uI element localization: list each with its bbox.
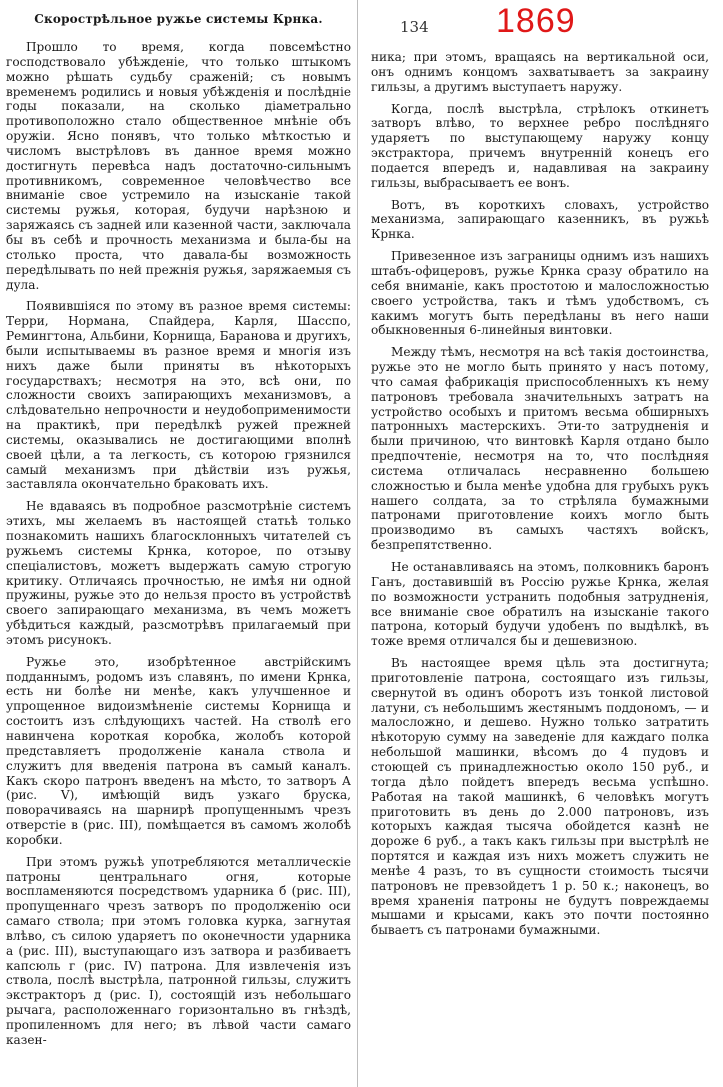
paragraph: Появившіяся по этому въ разное время системы: Терри, Нормана, Спайдера, Карля, Шасспо, Ремингтона, Альбини, Корнища, Баранова и другихъ, были испытываемы въ разное время и многія изъ нихъ даже были приняты въ нѣкоторыхъ государствахъ; несмотря на это, всѣ они, по сложности своихъ запирающихъ механизмовъ, а слѣдовательно непрочности и неудобоприменимости на практикѣ, при передѣлкѣ ружей прежней системы, оказывались не достигающими вполнѣ своей цѣли, а та легкость, съ которою грязнился самый механизмъ при дѣйствіи изъ ружья, заставляла окончательно браковать ихъ.: [6, 299, 351, 492]
paragraph: Когда, послѣ выстрѣла, стрѣлокъ откинетъ затворъ влѣво, то верхнее ребро послѣдняго ударяетъ по выступающему наружу концу экстрактора, причемъ внутренній конецъ его подается впередъ и, надавливая на закраину гильзы, выбрасываетъ ее вонъ.: [371, 101, 709, 190]
paragraph: Прошло то время, когда повсемѣстно господствовало убѣжденіе, что только штыкомъ можно рѣшать судьбу сраженій; съ новымъ временемъ родились и новыя убѣжденія и послѣдніе годы показали, на сколько діаметрально противоположно стало общественное мнѣніе объ оружіи. Ясно понявъ, что только мѣткостью и числомъ выстрѣловъ въ данное время можно достигнуть перевѣса надъ достаточно-сильнымъ противникомъ, современное человѣчество все вниманіе свое устремило на изысканіе такой системы ружья, которая, будучи нарѣзною и заряжаясь съ задней или казенной части, заключала бы въ себѣ и прочность механизма и была-бы на столько проста, что давала-бы возможность передѣлывать по ней прежнія ружья, заряжаемыя съ дула.: [6, 40, 351, 292]
paragraph: Не останавливаясь на этомъ, полковникъ баронъ Ганъ, доставившій въ Россію ружье Крнка, желая по возможности устранить подобныя затрудненія, все вниманіе свое обратилъ на изысканіе такого патрона, который будучи удобенъ по выдѣлкѣ, въ тоже время отличался бы и дешевизною.: [371, 560, 709, 649]
left-column: [0, 0, 358, 1087]
paragraph: Въ настоящее время цѣль эта достигнута; приготовленіе патрона, состоящаго изъ гильзы, свернутой въ одинъ оборотъ изъ тонкой листовой латуни, съ небольшимъ жестянымъ поддономъ, — и малосложно, и дешево. Нужно только затратить нѣкоторую сумму на заведеніе для каждаго полка небольшой машинки, вѣсомъ до 4 пудовъ и стоющей съ принадлежностью около 150 руб., и тогда дѣло пойдетъ впередъ весьма успѣшно. Работая на такой машинкѣ, 6 человѣкъ могутъ приготовить въ день до 2.000 патроновъ, изъ которыхъ каждая тысяча обойдется казнѣ не дороже 6 руб., а такъ какъ гильзы при выстрѣлѣ не портятся и каждая изъ нихъ можетъ служить не менѣе 4 разъ, то въ сущности стоимость тысячи патроновъ не превзойдетъ 1 р. 50 к.; наконецъ, во время храненія патроны не будутъ повреждаемы мышами и крысами, какъ это почти постоянно бываетъ съ патронами бумажными.: [371, 656, 709, 938]
paragraph: Вотъ, въ короткихъ словахъ, устройство механизма, запирающаго казенникъ, въ ружьѣ Крнка.: [371, 197, 709, 242]
paragraph: Привезенное изъ заграницы однимъ изъ нашихъ штабъ-офицеровъ, ружье Крнка сразу обратило на себя вниманіе, какъ простотою и малосложностью своего устройства, такъ и тѣмъ удобствомъ, съ какимъ могутъ быть передѣланы въ него наши обыкновенныя 6-линейныя винтовки.: [371, 249, 709, 338]
paragraph: Между тѣмъ, несмотря на всѣ такія достоинства, ружье это не могло быть принято у насъ потому, что самая фабрикація приспособленныхъ къ нему патроновъ требовала значительныхъ затратъ на устройство особыхъ и притомъ весьма обширныхъ патронныхъ мастерскихъ. Эти-то затрудненія и были причиною, что винтовкѣ Карля отдано было предпочтеніе, несмотря на то, что послѣдняя система отличалась несравненно большею сложностью и была менѣе удобна для грубыхъ рукъ нашего солдата, за то стрѣляла бумажными патронами приготовление коихъ могло быть производимо въ самыхъ частяхъ войскъ, безпрепятственно.: [371, 345, 709, 553]
year-stamp: 1869: [496, 2, 576, 40]
article-title: Скорострѣльное ружье системы Крнка.: [34, 12, 323, 26]
paragraph: ника; при этомъ, вращаясь на вертикальной оси, онъ однимъ концомъ захватываетъ за закраину гильзы, а другимъ выступаетъ наружу.: [371, 50, 709, 94]
page-number: 134: [400, 18, 429, 36]
paragraph: При этомъ ружьѣ употребляются металлическіе патроны центральнаго огня, которые воспламеняются посредствомъ ударника б (рис. III), пропущеннаго чрезъ затворъ по продолженію оси самаго ствола; при этомъ головка курка, загнутая влѣво, съ силою ударяетъ по оконечности ударника а (рис. III), выступающаго изъ затвора и разбиваетъ капсюль г (рис. IV) патрона. Для извлеченія изъ ствола, послѣ выстрѣла, патронной гильзы, служитъ экстракторъ д (рис. I), состоящій изъ небольшаго рычага, расположеннаго горизонтально въ гнѣздѣ, пропиленномъ для него; въ лѣвой части самаго казен-: [6, 854, 351, 1047]
right-column: [363, 0, 715, 1087]
paragraph: Не вдаваясь въ подробное разсмотрѣніе системъ этихъ, мы желаемъ въ настоящей статьѣ только познакомить нашихъ благосклонныхъ читателей съ ружьемъ системы Крнка, которое, по отзыву спеціалистовъ, можетъ выдержать самую строгую критику. Отличаясь прочностью, не имѣя ни одной пружины, ружье это до нельзя просто въ устройствѣ своего запирающаго механизма, въ чемъ можетъ убѣдиться каждый, разсмотрѣвъ прилагаемый при этомъ рисунокъ.: [6, 499, 351, 647]
paragraph: Ружье это, изобрѣтенное австрійскимъ подданнымъ, родомъ изъ славянъ, по имени Крнка, есть ни болѣе ни менѣе, какъ улучшенное и упрощенное видоизмѣненіе системы Корнища и состоитъ изъ слѣдующихъ частей. На стволѣ его навинчена короткая коробка, жолобъ которой представляетъ продолженіе канала ствола и служитъ для введенія патрона въ самый каналъ. Какъ скоро патронъ введенъ на мѣсто, то затворъ А (рис. V), имѣющій видъ узкаго бруска, поворачиваясь на шарнирѣ пропущеннымъ чрезъ отверстіе в (рис. III), помѣщается въ самомъ жолобѣ коробки.: [6, 654, 351, 847]
